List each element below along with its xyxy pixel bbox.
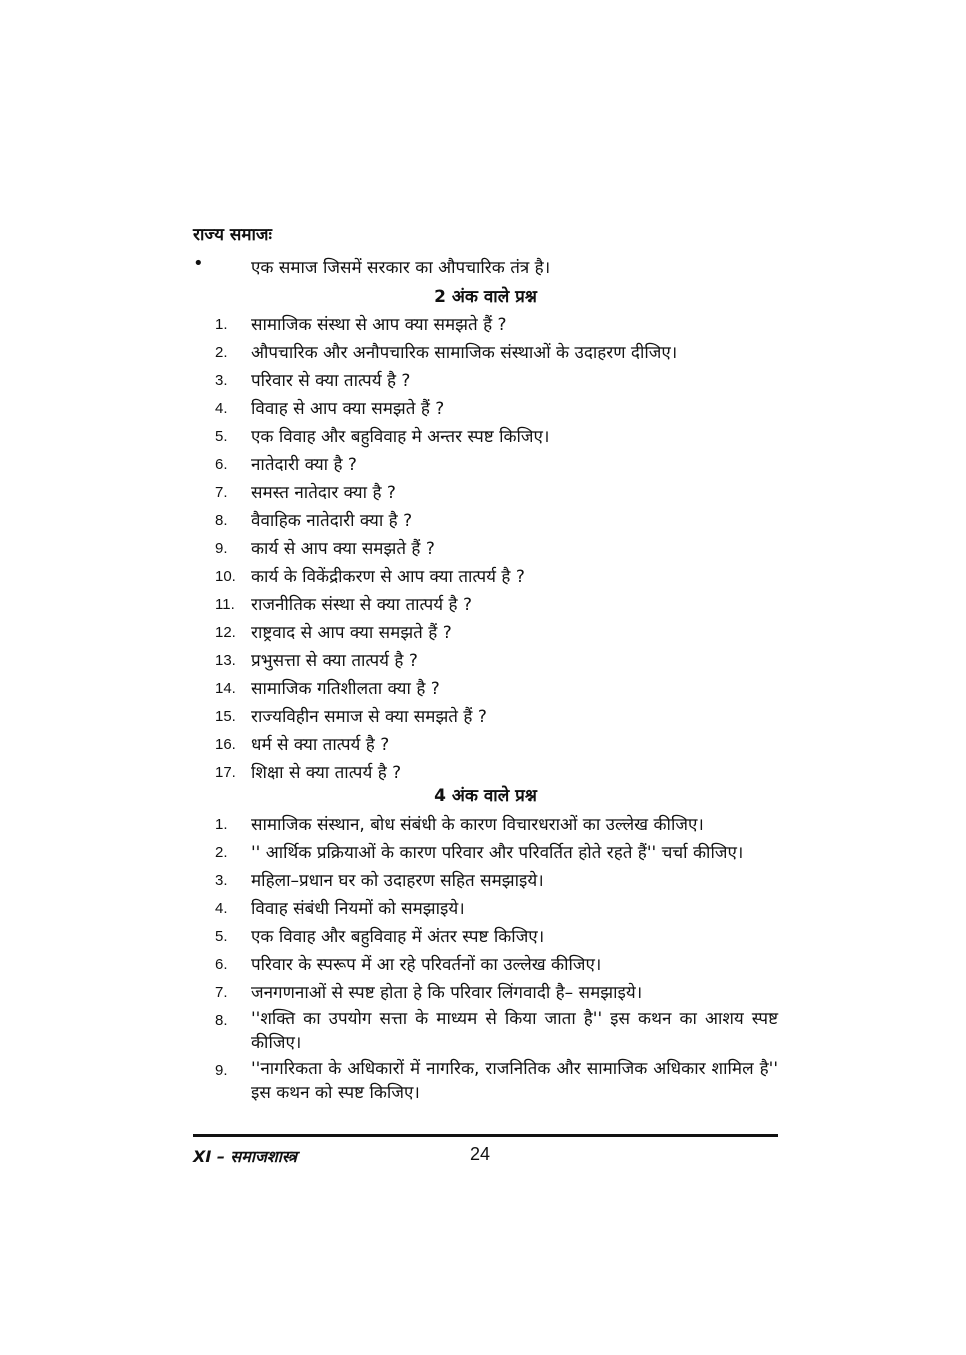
question-item xyxy=(215,312,780,340)
question-item xyxy=(215,812,780,840)
two-mark-question-list xyxy=(215,312,780,788)
question-text: नातेदारी क्या है ? xyxy=(251,455,357,475)
question-number: 11. xyxy=(215,596,235,613)
question-number: 3. xyxy=(215,872,228,889)
question-number: 7. xyxy=(215,984,228,1001)
question-item xyxy=(215,676,780,704)
question-number: 1. xyxy=(215,316,228,333)
question-text: समस्त नातेदार क्या है ? xyxy=(251,483,396,503)
question-item xyxy=(215,592,780,620)
question-text: विवाह से आप क्या समझते हैं ? xyxy=(251,399,445,419)
question-item xyxy=(215,536,780,564)
question-text: कार्य से आप क्या समझते हैं ? xyxy=(251,539,435,559)
question-item xyxy=(215,508,780,536)
question-number: 2. xyxy=(215,844,228,861)
question-number: 13. xyxy=(215,652,236,669)
question-item xyxy=(215,924,780,952)
question-number: 7. xyxy=(215,484,228,501)
question-number: 6. xyxy=(215,956,228,973)
question-item xyxy=(215,732,780,760)
question-text: विवाह संबंधी नियमों को समझाइये। xyxy=(251,899,465,919)
question-item xyxy=(215,620,780,648)
bullet-text: एक समाज जिसमें सरकार का औपचारिक तंत्र है। xyxy=(251,258,551,278)
page-number: 24 xyxy=(470,1144,491,1164)
question-item xyxy=(215,648,780,676)
question-number: 5. xyxy=(215,928,228,945)
question-number: 3. xyxy=(215,372,228,389)
question-text: परिवार के स्परूप में आ रहे परिवर्तनों का उल्लेख कीजिए। xyxy=(251,955,602,975)
question-item xyxy=(215,868,780,896)
question-item xyxy=(215,424,780,452)
question-item xyxy=(215,952,780,980)
question-text: वैवाहिक नातेदारी क्या है ? xyxy=(251,511,413,531)
question-number: 4. xyxy=(215,400,228,417)
footer-divider xyxy=(193,1134,778,1137)
footer-book-title: XI – समाजशास्त्र xyxy=(193,1147,297,1166)
question-number: 8. xyxy=(215,1012,228,1029)
question-number: 15. xyxy=(215,708,236,725)
question-number: 5. xyxy=(215,428,228,445)
question-text: राष्ट्रवाद से आप क्या समझते हैं ? xyxy=(251,623,452,643)
question-text: '' आर्थिक प्रक्रियाओं के कारण परिवार और परिवर्तित होते रहते हैं'' चर्चा कीजिए। xyxy=(251,843,744,863)
question-text: राजनीतिक संस्था से क्या तात्पर्य है ? xyxy=(251,595,472,615)
question-item xyxy=(215,980,780,1008)
question-text: महिला–प्रधान घर को उदाहरण सहित समझाइये। xyxy=(251,871,544,891)
question-text: कार्य के विकेंद्रीकरण से आप क्या तात्पर्य है ? xyxy=(251,567,525,587)
question-text: ''नागरिकता के अधिकारों में नागरिक, राजनितिक और सामाजिक अधिकार शामिल है'' इस कथन को स्पष्ट किजिए। xyxy=(251,1059,778,1103)
question-text: राज्यविहीन समाज से क्या समझते हैं ? xyxy=(251,707,487,727)
question-number: 6. xyxy=(215,456,228,473)
question-text: ''शक्ति का उपयोग सत्ता के माध्यम से किया जाता है'' इस कथन का आशय स्पष्ट कीजिए। xyxy=(251,1009,778,1053)
question-number: 9. xyxy=(215,540,228,557)
question-item xyxy=(215,704,780,732)
question-number: 14. xyxy=(215,680,236,697)
four-mark-questions-title: 4 अंक वाले प्रश्न xyxy=(434,786,537,806)
question-text: शिक्षा से क्या तात्पर्य है ? xyxy=(251,763,402,783)
question-item xyxy=(215,564,780,592)
question-text: एक विवाह और बहुविवाह मे अन्तर स्पष्ट किजिए। xyxy=(251,427,550,447)
question-item xyxy=(215,1008,780,1058)
question-item xyxy=(215,840,780,868)
question-number: 9. xyxy=(215,1062,228,1079)
question-text: जनगणनाओं से स्पष्ट होता हे कि परिवार लिंगवादी है– समझाइये। xyxy=(251,983,643,1003)
question-number: 4. xyxy=(215,900,228,917)
question-text: सामाजिक संस्थान, बोध संबंधी के कारण विचारधराओं का उल्लेख कीजिए। xyxy=(251,815,704,835)
question-text: परिवार से क्या तात्पर्य है ? xyxy=(251,371,411,391)
four-mark-question-list xyxy=(215,812,780,1108)
question-text: धर्म से क्या तात्पर्य है ? xyxy=(251,735,390,755)
question-item xyxy=(215,396,780,424)
question-number: 1. xyxy=(215,816,228,833)
question-number: 12. xyxy=(215,624,236,641)
question-number: 8. xyxy=(215,512,228,529)
bullet-symbol: • xyxy=(193,253,204,274)
question-number: 2. xyxy=(215,344,228,361)
question-text: एक विवाह और बहुविवाह में अंतर स्पष्ट किजिए। xyxy=(251,927,545,947)
question-number: 16. xyxy=(215,736,236,753)
question-item xyxy=(215,480,780,508)
question-item xyxy=(215,452,780,480)
question-number: 17. xyxy=(215,764,236,781)
question-item xyxy=(215,368,780,396)
question-text: सामाजिक संस्था से आप क्या समझते हैं ? xyxy=(251,315,507,335)
question-text: औपचारिक और अनौपचारिक सामाजिक संस्थाओं के उदाहरण दीजिए। xyxy=(251,343,678,363)
question-number: 10. xyxy=(215,568,236,585)
two-mark-questions-title: 2 अंक वाले प्रश्न xyxy=(434,287,537,307)
question-item xyxy=(215,340,780,368)
section-heading: राज्य समाजः xyxy=(193,225,272,245)
question-item xyxy=(215,1058,780,1108)
question-item xyxy=(215,896,780,924)
question-text: प्रभुसत्ता से क्या तात्पर्य है ? xyxy=(251,651,418,671)
question-text: सामाजिक गतिशीलता क्या है ? xyxy=(251,679,440,699)
